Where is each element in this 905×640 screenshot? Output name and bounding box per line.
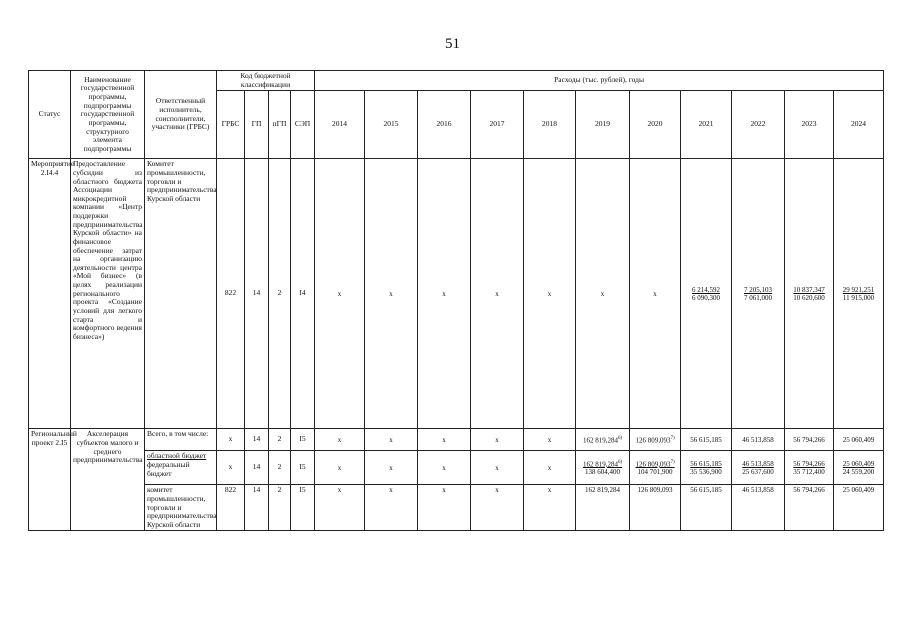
header-year: 2014 — [315, 91, 365, 159]
header-year: 2015 — [365, 91, 418, 159]
code-cell: 2 — [269, 451, 291, 485]
value-a: 56 615,185 — [690, 459, 722, 468]
code-cell: 822 — [217, 159, 245, 429]
value-b: 104 701,900 — [637, 467, 673, 476]
header-year: 2020 — [630, 91, 681, 159]
value-cell: 56 794,266 — [785, 429, 834, 451]
value-cell: x — [365, 451, 418, 485]
code-cell: x — [217, 451, 245, 485]
value-b: 24 559,200 — [842, 467, 875, 476]
value-cell: 56 794,266 — [785, 485, 834, 531]
header-row-1 — [29, 71, 884, 91]
table-row — [29, 451, 884, 485]
value-b: 10 620,600 — [793, 293, 825, 302]
regional-budget-label: областной бюджет — [147, 451, 207, 461]
value-cell: x — [576, 159, 630, 429]
total-label: Всего, в том числе: — [145, 429, 217, 451]
value-b: 11 915,000 — [842, 293, 875, 302]
value-cell: 46 513,858 — [732, 429, 785, 451]
value-a: 46 513,858 — [742, 459, 774, 468]
code-cell: I4 — [291, 159, 315, 429]
header-budget-code: Код бюджетной классификации — [217, 71, 315, 91]
code-cell: 822 — [217, 485, 245, 531]
code-cell: 14 — [245, 485, 269, 531]
value-a: 6 214,592 — [692, 285, 721, 294]
header-expenses: Расходы (тыс. рублей), годы — [315, 71, 884, 91]
value-cell: x — [315, 159, 365, 429]
header-year: 2019 — [576, 91, 630, 159]
value-cell — [681, 451, 732, 485]
value-cell: x — [524, 451, 576, 485]
value-cell: 46 513,858 — [732, 485, 785, 531]
value-cell: x — [365, 429, 418, 451]
header-code-grbs: ГРБС — [217, 91, 245, 159]
value-b: 138 604,400 — [585, 467, 621, 476]
header-year: 2023 — [785, 91, 834, 159]
footnote-mark: 7) — [670, 459, 675, 465]
code-cell: 14 — [245, 451, 269, 485]
code-cell: 2 — [269, 485, 291, 531]
header-year: 2021 — [681, 91, 732, 159]
header-name: Наименование государственной программы, подпрограммы государственной программы, структурного элемента подпрограммы — [71, 71, 145, 159]
header-year: 2018 — [524, 91, 576, 159]
header-executor: Ответственный исполнитель, соисполнители, участники (ГРБС) — [145, 71, 217, 159]
value-total: 126 809,093 — [635, 435, 671, 444]
table-row — [29, 159, 884, 429]
value-cell: 126 809,093 — [630, 485, 681, 531]
federal-budget-label: федеральный бюджет — [147, 459, 190, 478]
value-cell: x — [315, 485, 365, 531]
value-cell — [732, 451, 785, 485]
value-b: 35 712,400 — [793, 467, 825, 476]
value-cell — [732, 159, 785, 429]
value-cell: x — [365, 485, 418, 531]
value-a: 29 921,251 — [842, 285, 875, 294]
value-b: 35 536,900 — [690, 467, 722, 476]
value-a: 162 819,284$^{6)}$ — [582, 459, 623, 468]
value-cell: x — [315, 429, 365, 451]
row-status: Мероприятие 2.I4.4 — [29, 159, 71, 429]
footnote-mark: 7) — [670, 435, 675, 441]
value-cell: x — [471, 429, 524, 451]
code-cell: I5 — [291, 429, 315, 451]
table-row — [29, 485, 884, 531]
value-cell: x — [471, 485, 524, 531]
budget-table — [28, 70, 884, 531]
value-cell: x — [524, 159, 576, 429]
value-b: 25 637,600 — [742, 467, 774, 476]
value-cell — [785, 159, 834, 429]
header-year: 2016 — [418, 91, 471, 159]
value-cell: x — [365, 159, 418, 429]
value-a: 10 837,347 — [793, 285, 825, 294]
header-year: 2017 — [471, 91, 524, 159]
value-cell: x — [471, 451, 524, 485]
value-cell — [785, 451, 834, 485]
header-year: 2022 — [732, 91, 785, 159]
value-b: 7 061,000 — [744, 293, 773, 302]
header-code-sep: СЭП — [291, 91, 315, 159]
value-cell: x — [418, 451, 471, 485]
value-cell — [834, 159, 884, 429]
committee-label: комитет промышленности, торговли и предпринимательства Курской области — [145, 485, 217, 531]
value-cell: 162 819,284 — [576, 485, 630, 531]
header-code-pgp: пГП — [269, 91, 291, 159]
header-code-gp: ГП — [245, 91, 269, 159]
row-executor: Комитет промышленности, торговли и предпринимательства Курской области — [145, 159, 217, 429]
value-cell — [576, 429, 630, 451]
value-total: 162 819,284 — [582, 435, 618, 444]
code-cell: 2 — [269, 159, 291, 429]
value-a: 126 809,093$^{7)}$ — [635, 459, 675, 468]
footnote-mark: 6) — [617, 459, 623, 465]
value-cell — [630, 451, 681, 485]
value-a: 25 060,409 — [842, 459, 875, 468]
code-cell: I5 — [291, 485, 315, 531]
value-cell: x — [630, 159, 681, 429]
value-cell: 56 615,185 — [681, 429, 732, 451]
value-b: 6 090,300 — [692, 293, 721, 302]
value-cell — [630, 429, 681, 451]
value-cell: 25 060,409 — [834, 485, 884, 531]
code-cell: 14 — [245, 429, 269, 451]
value-cell: x — [471, 159, 524, 429]
header-year: 2024 — [834, 91, 884, 159]
row-status: Региональный проект 2.I5 — [29, 429, 71, 531]
code-cell: x — [217, 429, 245, 451]
value-cell: x — [418, 159, 471, 429]
value-a: 56 794,266 — [793, 459, 825, 468]
value-cell: x — [418, 485, 471, 531]
value-cell: x — [418, 429, 471, 451]
header-status: Статус — [29, 71, 71, 159]
value-cell: 56 615,185 — [681, 485, 732, 531]
footnote-mark: 6) — [617, 435, 623, 441]
value-cell: 25 060,409 — [834, 429, 884, 451]
code-cell: 2 — [269, 429, 291, 451]
value-cell — [834, 451, 884, 485]
row-name: Предоставление субсидии из областного бюджета Ассоциации микрокредитной компании «Центр поддержки предпринимательства Курской области» на финансовое обеспечение затрат на организацию деятельности центра «Мой бизнес» (в целях реализации регионального проекта «Создание условий для легкого старта и комфортного ведения бизнеса») — [71, 159, 145, 429]
table-row — [29, 429, 884, 451]
code-cell: 14 — [245, 159, 269, 429]
value-cell: x — [315, 451, 365, 485]
budget-label — [145, 451, 217, 485]
row-name: Акселерация субъектов малого и среднего предпринимательства — [71, 429, 145, 531]
value-cell — [681, 159, 732, 429]
page-number: 51 — [445, 36, 460, 52]
value-cell — [576, 451, 630, 485]
value-a: 7 205,103 — [744, 285, 773, 294]
value-cell: x — [524, 485, 576, 531]
code-cell: I5 — [291, 451, 315, 485]
value-cell: x — [524, 429, 576, 451]
